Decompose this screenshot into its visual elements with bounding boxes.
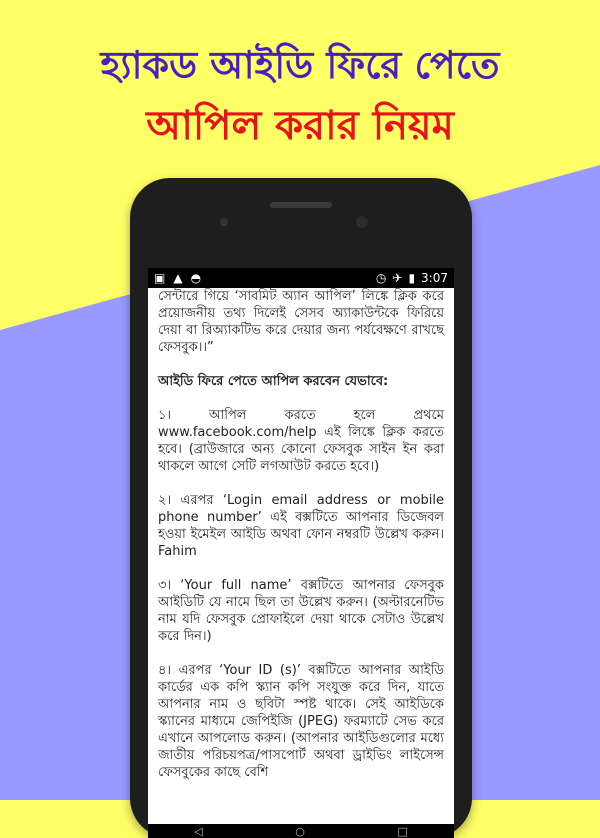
phone-sensor [356, 216, 368, 228]
image-icon: ▣ [154, 271, 166, 285]
home-icon[interactable]: ○ [295, 824, 305, 838]
battery-icon: ▮ [408, 271, 416, 285]
recents-icon[interactable]: □ [397, 824, 408, 838]
airplane-icon: ✈ [392, 271, 403, 285]
phone-screen [148, 268, 454, 838]
status-time: 3:07 [421, 271, 448, 285]
article-paragraph: ২। এরপর ‘Login email address or mobile phone number’ এই বক্সটিতে আপনার ডিজেবল হওয়া ইমেইল আইডি অথবা ফোন নম্বরটি উল্লেখ করুন। Fahim [158, 493, 444, 559]
phone-frame [130, 178, 472, 838]
article-paragraph: ৩। ‘Your full name’ বক্সটিতে আপনার ফেসবুক আইডিটি যে নামে ছিল তা উল্লেখ করুন। (অল্টারনেটিভ নাম যদি ফেসবুক প্রোফাইলে দেয়া থাকে সেটাও উল্লেখ করে দিন।) [158, 578, 444, 644]
back-icon[interactable]: ◁ [194, 824, 203, 838]
status-bar [148, 268, 454, 288]
article-paragraph: ১। আপিল করতে হলে প্রথমে www.facebook.com/help এই লিঙ্কে ক্লিক করতে হবে। (ব্রাউজারে অন্য কোনো ফেসবুক সাইন ইন করা থাকলে আগে সেটি লগআউট করতে হবে।) [158, 408, 444, 474]
article-paragraph: ৪। এরপর ‘Your ID (s)’ বক্সটিতে আপনার আইডি কার্ডের এক কপি স্ক্যান কপি সংযুক্ত করে দিন, যাতে আপনার নাম ও ছবিটা স্পষ্ট থাকে। সেই আইডিকে স্ক্যানের মাধ্যমে জেপিইজি (JPEG) ফরম্যাটে সেভ করে এখানে আপলোড করুন। (আপনার আইডিগুলোর মধ্যে জাতীয় পরিচয়পত্র/পাসপোর্ট অথবা ড্রাইভিং লাইসেন্স ফেসবুকের কাছে বেশি [158, 663, 444, 780]
nav-bar [148, 824, 454, 838]
alarm-icon: ◷ [375, 271, 387, 285]
headline-line2: আপিল করার নিয়ম [146, 103, 454, 149]
headline-line1: হ্যাকড আইডি ফিরে পেতে [100, 43, 500, 87]
phone-speaker [270, 202, 332, 208]
article-paragraph: সেন্টারে গিয়ে ‘সাবমিট অ্যান আপিল’ লিঙ্কে ক্লিক করে প্রয়োজনীয় তথ্য দিলেই সেসব অ্যাকাউন্টকে ফিরিয়ে দেয়া বা রিঅ্যাকটিভ করে দেয়ার জন্য পর্যবেক্ষণে রাখছে ফেসবুক।।” [158, 289, 444, 355]
article-body[interactable] [158, 288, 444, 798]
android-icon: ◓ [190, 271, 202, 285]
phone-camera [220, 218, 228, 226]
warning-icon: ▲ [173, 271, 183, 285]
article-heading: আইডি ফিরে পেতে আপিল করবেন যেভাবে: [158, 374, 389, 389]
